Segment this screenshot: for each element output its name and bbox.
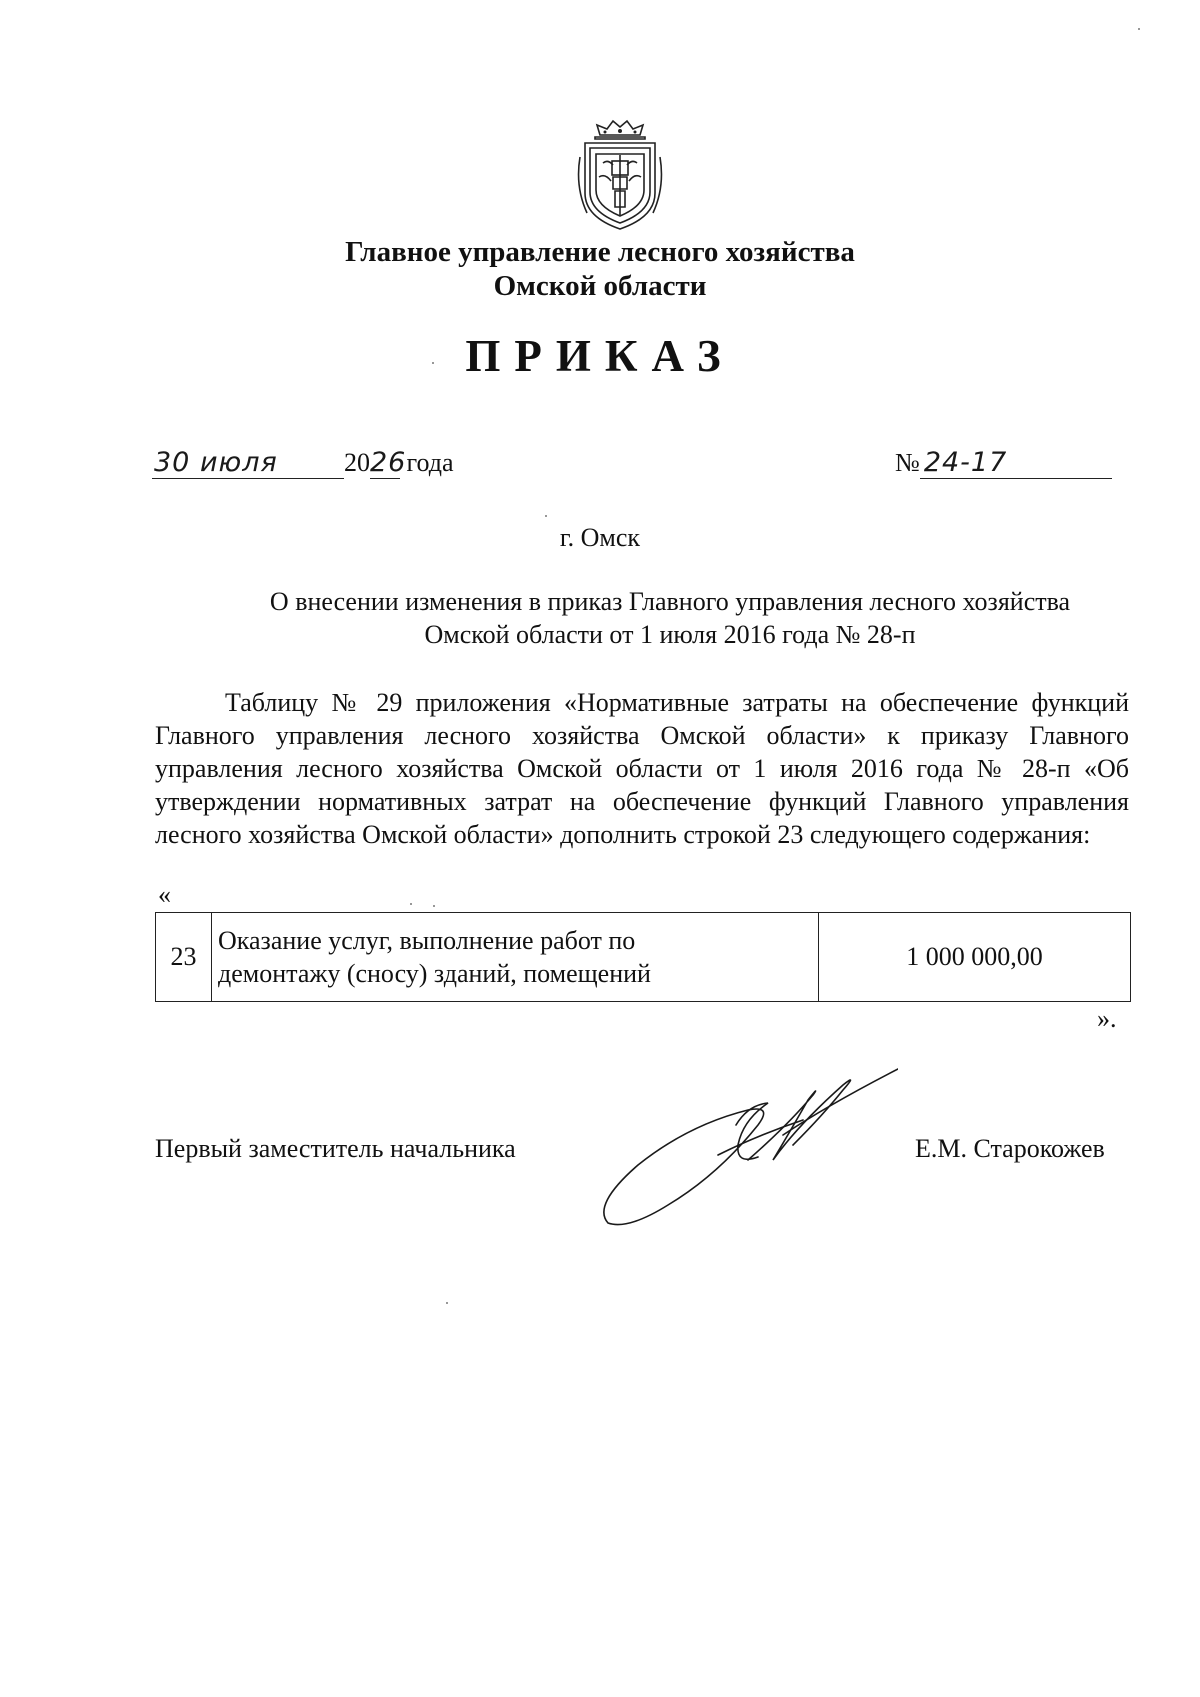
coat-of-arms-emblem <box>575 117 665 233</box>
signatory-name: Е.М. Старокожев <box>915 1134 1105 1163</box>
scan-speck <box>432 362 434 364</box>
document-date <box>152 447 454 483</box>
body-paragraph-text: Таблицу № 29 приложения «Нормативные затраты на обеспечение функций Главного управления лесного хозяйства Омской области» к приказу Главного управления лесного хозяйства Омской области от 1 июля 2016 года № 28-п «Об утверждении нормативных затрат на обеспечение функций Главного управления лесного хозяйства Омской области» дополнить строкой 23 следующего содержания: <box>155 688 1129 849</box>
row-name <box>212 913 819 1002</box>
handwritten-signature <box>598 1065 898 1235</box>
date-year-word: года <box>406 448 454 477</box>
subject-line1: О внесении изменения в приказ Главного управления лесного хозяйства <box>269 587 1071 616</box>
scan-speck <box>545 515 547 517</box>
body-paragraph <box>155 686 1129 851</box>
table-open-quote: « <box>158 880 171 909</box>
city: г. Омск <box>559 523 641 552</box>
subject-line2: Омской области от 1 июля 2016 года № 28-п <box>424 620 916 649</box>
table-row <box>156 913 1131 1002</box>
row-name-line2: демонтажу (сносу) зданий, помещений <box>218 959 651 988</box>
table-close-quote: ». <box>1097 1004 1117 1033</box>
scan-speck <box>433 905 435 907</box>
document-type-title: ПРИКАЗ <box>465 331 735 381</box>
organization-name-line1: Главное управление лесного хозяйства <box>345 236 855 268</box>
row-number: 23 <box>156 913 212 1002</box>
document-subject <box>200 585 1140 651</box>
scan-speck <box>410 903 412 905</box>
amendment-table <box>155 912 1131 1002</box>
date-year-prefix: 20 <box>344 448 370 477</box>
scan-speck <box>446 1302 448 1304</box>
date-year-suffix: 26 <box>370 447 407 478</box>
scan-speck <box>1138 28 1140 30</box>
signatory-position: Первый заместитель начальника <box>155 1134 516 1163</box>
row-name-line1: Оказание услуг, выполнение работ по <box>218 926 636 955</box>
row-amount: 1 000 000,00 <box>819 913 1131 1002</box>
number-label: № <box>895 448 920 477</box>
number-value: 24-17 <box>920 447 1112 479</box>
organization-name-line2: Омской области <box>493 270 707 302</box>
document-number <box>895 447 1112 483</box>
date-day-month: 30 июля <box>152 447 344 479</box>
